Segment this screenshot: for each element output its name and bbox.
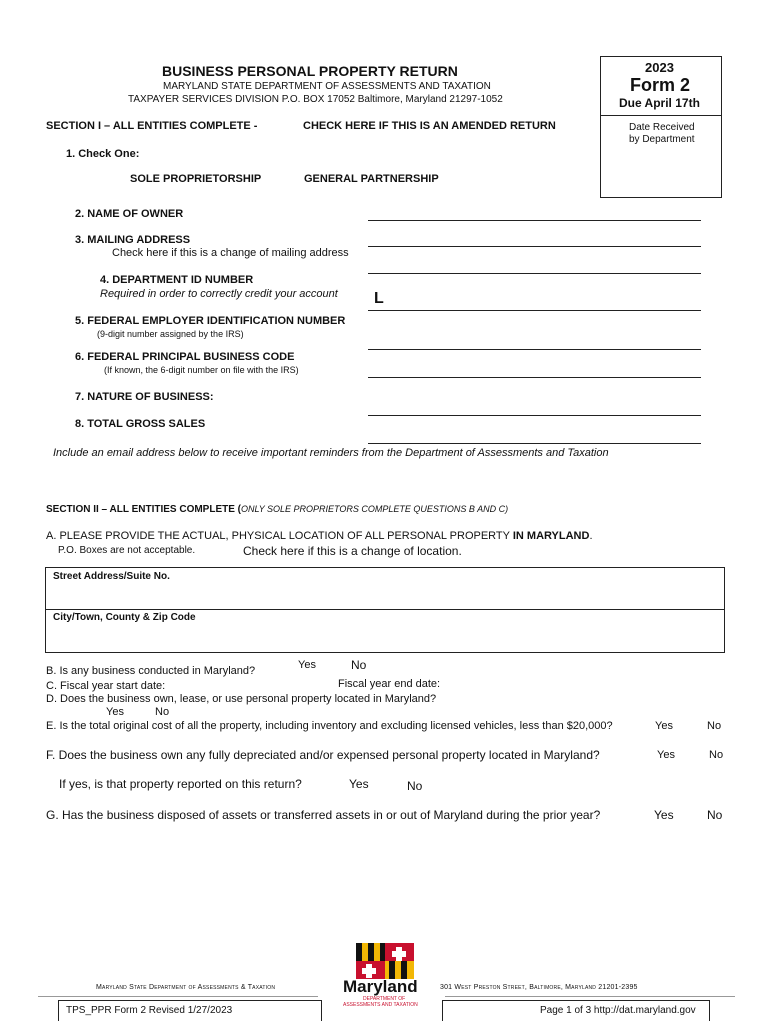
q-f-label: F. Does the business own any fully depreciated and/or expensed personal property located in Maryland? xyxy=(46,748,600,762)
mailing-address-field[interactable] xyxy=(368,246,701,247)
form-title: BUSINESS PERSONAL PROPERTY RETURN xyxy=(162,63,458,79)
q5-label: 5. FEDERAL EMPLOYER IDENTIFICATION NUMBER xyxy=(75,315,346,327)
fein-field[interactable] xyxy=(368,349,701,350)
q-f-no[interactable]: No xyxy=(709,749,724,761)
check-one-label: 1. Check One: xyxy=(66,148,140,160)
department-name: MARYLAND STATE DEPARTMENT OF ASSESSMENTS AND TAXATION xyxy=(163,81,491,92)
q6-note: (If known, the 6-digit number on file with the IRS) xyxy=(104,365,299,375)
footer-agency: Maryland State Department of Assessments & Taxation xyxy=(96,984,276,991)
business-code-field[interactable] xyxy=(368,377,701,378)
page-number: Page 1 of 3 http://dat.maryland.gov xyxy=(540,1005,696,1016)
city-zip-label: City/Town, County & Zip Code xyxy=(53,612,196,623)
q-f-sub-label: If yes, is that property reported on this return? xyxy=(59,777,302,791)
gross-sales-field[interactable] xyxy=(368,443,701,444)
section-1-heading: SECTION I – ALL ENTITIES COMPLETE - xyxy=(46,120,258,132)
mailing-change-checkbox[interactable]: Check here if this is a change of mailing address xyxy=(112,247,349,259)
q-d-no[interactable]: No xyxy=(155,706,170,718)
department-id-prefix: L xyxy=(374,290,384,307)
footer-address: 301 West Preston Street, Baltimore, Maryland 21201-2395 xyxy=(440,984,638,991)
division-address: TAXPAYER SERVICES DIVISION P.O. BOX 17052 Baltimore, Maryland 21297-1052 xyxy=(128,94,503,105)
due-date: Due April 17th xyxy=(619,96,700,110)
logo-subtitle-1: DEPARTMENT OF xyxy=(363,996,406,1002)
q-e-label: E. Is the total original cost of all the property, including inventory and excluding licensed vehicles, less than $20,000? xyxy=(46,720,613,732)
maryland-flag-icon xyxy=(356,943,414,979)
q4-note: Required in order to correctly credit your account xyxy=(100,288,338,300)
mailing-address-field-2[interactable] xyxy=(368,273,701,274)
q-f-yes[interactable]: Yes xyxy=(657,749,675,761)
q2-label: 2. NAME OF OWNER xyxy=(75,208,184,220)
logo-subtitle-2: ASSESSMENTS AND TAXATION xyxy=(343,1002,418,1008)
q-b-label: B. Is any business conducted in Maryland? xyxy=(46,665,256,677)
form-number: Form 2 xyxy=(630,75,691,95)
q-e-yes[interactable]: Yes xyxy=(655,720,673,732)
q-a-text: A. PLEASE PROVIDE THE ACTUAL, PHYSICAL LOCATION OF ALL PERSONAL PROPERTY xyxy=(46,530,513,542)
q-b-yes[interactable]: Yes xyxy=(298,659,316,671)
q-e-no[interactable]: No xyxy=(707,720,722,732)
general-partnership-option[interactable]: GENERAL PARTNERSHIP xyxy=(304,173,439,185)
q-f-sub-yes[interactable]: Yes xyxy=(349,777,369,791)
q-d-yes[interactable]: Yes xyxy=(106,706,124,718)
q-a-bold: IN MARYLAND xyxy=(512,530,590,542)
q4-label: 4. DEPARTMENT ID NUMBER xyxy=(100,274,254,286)
maryland-logo-word: Maryland xyxy=(343,977,418,996)
nature-of-business-field[interactable] xyxy=(368,415,701,416)
owner-name-field[interactable] xyxy=(368,220,701,221)
department-id-field[interactable] xyxy=(368,310,701,311)
date-received-label: Date Received xyxy=(629,122,695,133)
sole-proprietorship-option[interactable]: SOLE PROPRIETORSHIP xyxy=(130,173,262,185)
change-location-checkbox[interactable]: Check here if this is a change of location. xyxy=(243,544,462,558)
q-g-no[interactable]: No xyxy=(707,808,723,822)
q6-label: 6. FEDERAL PRINCIPAL BUSINESS CODE xyxy=(75,351,295,363)
form-year: 2023 xyxy=(645,60,674,75)
q-g-yes[interactable]: Yes xyxy=(654,808,674,822)
section-2-note: ONLY SOLE PROPRIETORS COMPLETE QUESTIONS B AND C) xyxy=(241,504,509,514)
q-g-label: G. Has the business disposed of assets or transferred assets in or out of Maryland during the prior year? xyxy=(46,808,601,822)
q-a-end: . xyxy=(589,530,593,542)
q5-note: (9-digit number assigned by the IRS) xyxy=(97,329,244,339)
q-c-label: C. Fiscal year start date: xyxy=(46,680,166,692)
q-d-label: D. Does the business own, lease, or use personal property located in Maryland? xyxy=(46,693,437,705)
street-address-label: Street Address/Suite No. xyxy=(53,571,170,582)
q-f-sub-no[interactable]: No xyxy=(407,779,423,793)
q-c-end-label: Fiscal year end date: xyxy=(338,678,441,690)
email-note: Include an email address below to receive important reminders from the Department of Assessments and Taxation xyxy=(53,447,609,459)
amended-return-checkbox[interactable]: CHECK HERE IF THIS IS AN AMENDED RETURN xyxy=(303,120,556,132)
q3-label: 3. MAILING ADDRESS xyxy=(75,234,191,246)
section-2-heading: SECTION II – ALL ENTITIES COMPLETE ( xyxy=(46,504,242,515)
po-box-note: P.O. Boxes are not acceptable. xyxy=(58,545,196,556)
by-department-label: by Department xyxy=(629,134,695,145)
q-b-no[interactable]: No xyxy=(351,658,367,672)
form-revision: TPS_PPR Form 2 Revised 1/27/2023 xyxy=(66,1005,233,1016)
q8-label: 8. TOTAL GROSS SALES xyxy=(75,418,206,430)
q7-label: 7. NATURE OF BUSINESS: xyxy=(75,391,214,403)
